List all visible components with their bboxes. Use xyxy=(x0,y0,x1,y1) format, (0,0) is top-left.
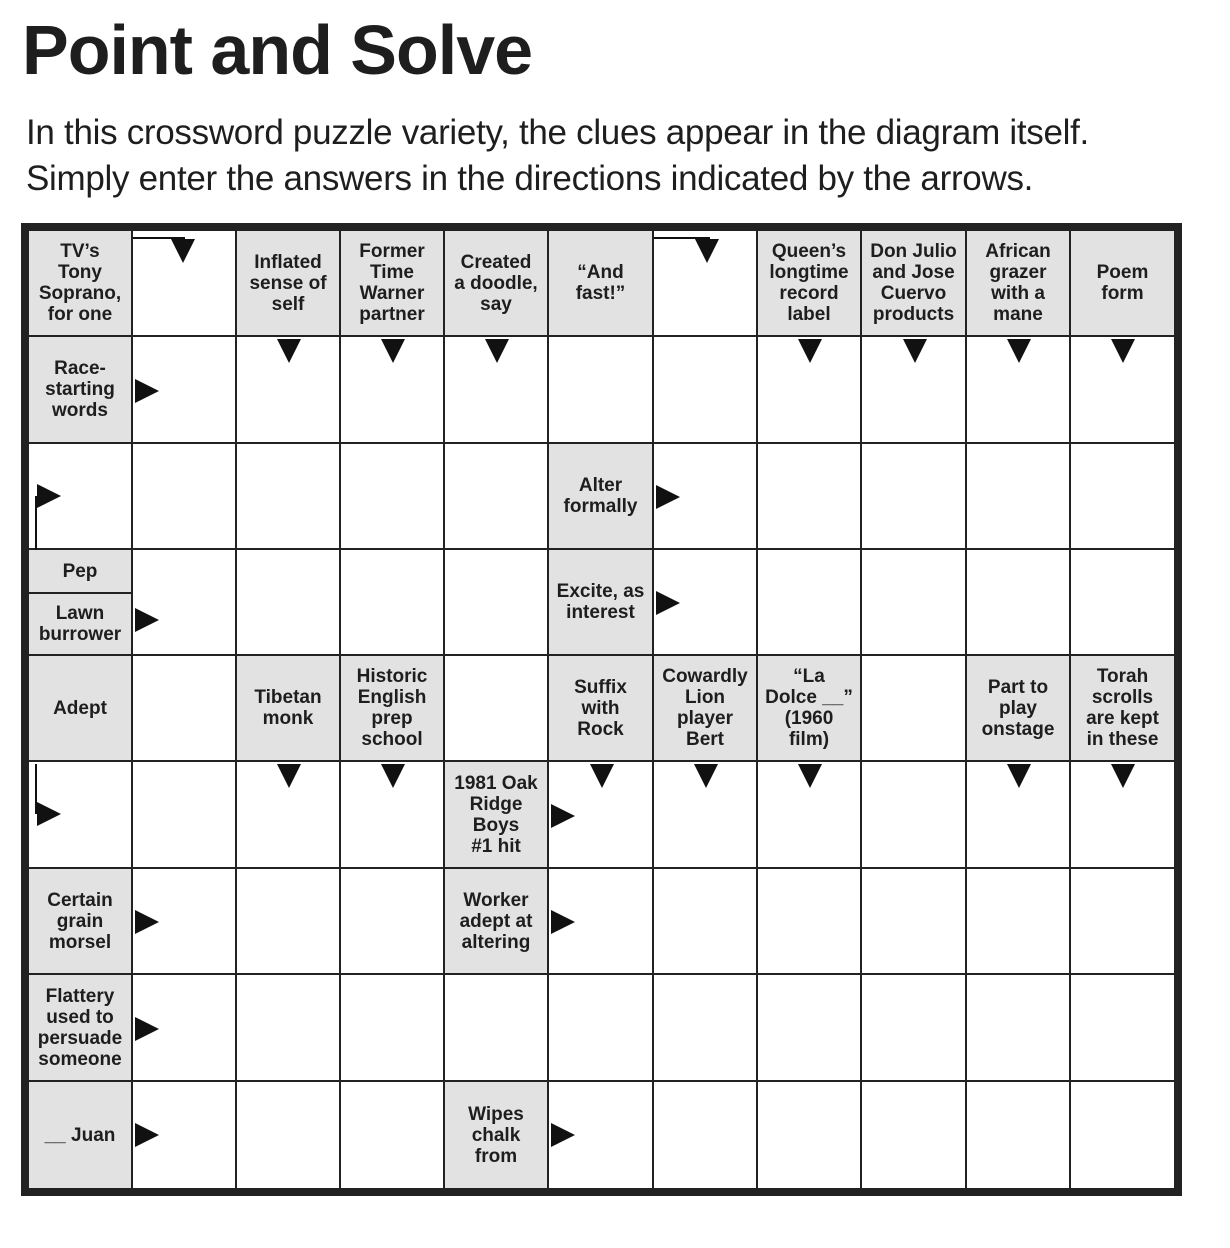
answer-cell[interactable] xyxy=(237,1082,341,1188)
clue-cell-pep-lawn-burrower xyxy=(29,550,133,656)
clue-cell xyxy=(758,231,862,337)
clue-text: Former Time Warner partner xyxy=(359,241,425,325)
clue-text: Created a doodle, say xyxy=(454,251,538,315)
arrow-right-icon xyxy=(135,1123,159,1147)
answer-cell[interactable] xyxy=(862,975,967,1082)
answer-cell[interactable] xyxy=(549,337,654,444)
arrow-right-icon xyxy=(37,484,61,508)
answer-cell[interactable] xyxy=(654,975,758,1082)
arrow-right-icon xyxy=(135,379,159,403)
answer-cell[interactable] xyxy=(237,550,341,656)
answer-cell[interactable] xyxy=(862,869,967,975)
arrow-down-icon xyxy=(798,339,822,363)
answer-cell[interactable] xyxy=(237,869,341,975)
instructions-line-1: In this crossword puzzle variety, the clues appear in the diagram itself. xyxy=(26,113,1089,152)
answer-cell[interactable] xyxy=(1071,1082,1174,1188)
clue-cell xyxy=(758,656,862,762)
answer-cell[interactable] xyxy=(549,975,654,1082)
clue-text: “La Dolce __” (1960 film) xyxy=(765,666,853,750)
clue-text: Tibetan monk xyxy=(254,687,322,729)
answer-cell[interactable] xyxy=(967,975,1071,1082)
answer-cell[interactable] xyxy=(758,1082,862,1188)
answer-cell[interactable] xyxy=(862,762,967,869)
answer-cell[interactable] xyxy=(341,1082,445,1188)
clue-cell xyxy=(967,656,1071,762)
clue-text: Inflated sense of self xyxy=(249,251,327,315)
answer-cell[interactable] xyxy=(1071,869,1174,975)
answer-cell[interactable] xyxy=(445,444,549,550)
answer-cell[interactable] xyxy=(967,550,1071,656)
clue-text: Race- starting words xyxy=(45,358,115,421)
clue-cell xyxy=(1071,231,1174,337)
answer-cell[interactable] xyxy=(967,444,1071,550)
clue-text: TV’s Tony Soprano, for one xyxy=(38,241,122,325)
clue-cell xyxy=(549,656,654,762)
answer-cell[interactable] xyxy=(445,550,549,656)
clue-text: 1981 Oak Ridge Boys #1 hit xyxy=(454,772,538,857)
answer-cell[interactable] xyxy=(133,444,237,550)
instructions-line-2: Simply enter the answers in the directions indicated by the arrows. xyxy=(26,159,1034,198)
clue-cell xyxy=(29,1082,133,1188)
arrow-right-icon xyxy=(656,591,680,615)
answer-cell[interactable] xyxy=(445,975,549,1082)
clue-cell xyxy=(29,869,133,975)
clue-text: Poem form xyxy=(1096,262,1149,304)
clue-cell xyxy=(1071,656,1174,762)
clue-cell xyxy=(445,1082,549,1188)
answer-cell[interactable] xyxy=(237,444,341,550)
clue-cell xyxy=(549,550,654,656)
arrow-down-icon xyxy=(381,339,405,363)
arrow-right-icon xyxy=(37,802,61,826)
clue-cell xyxy=(549,231,654,337)
arrow-down-icon xyxy=(590,764,614,788)
clue-text: Torah scrolls are kept in these xyxy=(1086,666,1159,750)
answer-cell[interactable] xyxy=(654,337,758,444)
clue-cell xyxy=(549,444,654,550)
clue-text: Suffix with Rock xyxy=(574,676,627,740)
clue-cell xyxy=(29,337,133,444)
arrow-down-icon xyxy=(277,764,301,788)
arrow-right-icon xyxy=(656,485,680,509)
clue-text: Worker adept at altering xyxy=(459,889,533,953)
answer-cell[interactable] xyxy=(1071,444,1174,550)
clue-cell xyxy=(341,231,445,337)
clue-text: Alter formally xyxy=(563,475,638,517)
answer-cell[interactable] xyxy=(758,444,862,550)
arrow-right-icon xyxy=(135,608,159,632)
answer-cell[interactable] xyxy=(967,1082,1071,1188)
answer-cell[interactable] xyxy=(1071,550,1174,656)
clue-text: Don Julio and Jose Cuervo products xyxy=(870,241,957,325)
clue-text: Lawn burrower xyxy=(29,594,131,654)
answer-cell[interactable] xyxy=(445,656,549,762)
answer-cell[interactable] xyxy=(862,656,967,762)
arrow-right-icon xyxy=(135,1017,159,1041)
clue-text: Pep xyxy=(29,550,131,594)
arrow-down-icon xyxy=(485,339,509,363)
clue-cell xyxy=(237,231,341,337)
clue-text: __ Juan xyxy=(44,1124,116,1146)
clue-text: Certain grain morsel xyxy=(47,889,113,953)
answer-cell[interactable] xyxy=(133,762,237,869)
clue-text: Wipes chalk from xyxy=(468,1103,524,1167)
answer-cell[interactable] xyxy=(341,444,445,550)
clue-cell xyxy=(967,231,1071,337)
answer-cell[interactable] xyxy=(1071,975,1174,1082)
answer-cell[interactable] xyxy=(237,975,341,1082)
arrow-right-icon xyxy=(551,910,575,934)
arrow-down-icon xyxy=(798,764,822,788)
answer-cell[interactable] xyxy=(862,444,967,550)
arrow-down-icon xyxy=(381,764,405,788)
arrow-down-icon xyxy=(1007,339,1031,363)
clue-cell xyxy=(29,975,133,1082)
answer-cell[interactable] xyxy=(967,869,1071,975)
clue-text: Cowardly Lion player Bert xyxy=(662,666,748,750)
answer-cell[interactable] xyxy=(758,550,862,656)
clue-text: Queen’s longtime record label xyxy=(769,241,849,325)
clue-text: Part to play onstage xyxy=(981,676,1055,740)
arrow-down-icon xyxy=(903,339,927,363)
clue-cell xyxy=(654,656,758,762)
clue-cell xyxy=(445,231,549,337)
clue-text: “And fast!” xyxy=(575,262,626,304)
puzzle-title: Point and Solve xyxy=(22,11,533,89)
answer-cell[interactable] xyxy=(341,975,445,1082)
answer-cell[interactable] xyxy=(758,975,862,1082)
clue-text: African grazer with a mane xyxy=(985,241,1051,325)
puzzle-instructions xyxy=(26,110,1089,202)
crossword-grid xyxy=(21,223,1182,1196)
answer-cell[interactable] xyxy=(862,1082,967,1188)
arrow-right-icon xyxy=(551,1123,575,1147)
clue-cell xyxy=(29,656,133,762)
answer-cell[interactable] xyxy=(654,869,758,975)
answer-cell[interactable] xyxy=(862,550,967,656)
answer-cell[interactable] xyxy=(758,869,862,975)
arrow-down-icon xyxy=(1111,339,1135,363)
clue-cell xyxy=(237,656,341,762)
arrow-down-icon xyxy=(1111,764,1135,788)
arrow-right-icon xyxy=(551,804,575,828)
clue-cell xyxy=(341,656,445,762)
clue-text: Flattery used to persuade someone xyxy=(37,985,123,1070)
answer-cell[interactable] xyxy=(133,550,237,656)
arrow-down-icon xyxy=(695,239,719,263)
arrow-down-icon xyxy=(1007,764,1031,788)
arrow-down-icon xyxy=(171,239,195,263)
answer-cell[interactable] xyxy=(341,550,445,656)
clue-cell xyxy=(445,762,549,869)
answer-cell[interactable] xyxy=(654,1082,758,1188)
answer-cell[interactable] xyxy=(341,869,445,975)
clue-cell xyxy=(445,869,549,975)
clue-cell xyxy=(29,231,133,337)
arrow-down-icon xyxy=(694,764,718,788)
clue-text: Adept xyxy=(53,697,107,719)
clue-text: Excite, as interest xyxy=(556,581,645,623)
answer-cell[interactable] xyxy=(133,656,237,762)
arrow-down-icon xyxy=(277,339,301,363)
clue-cell xyxy=(862,231,967,337)
clue-text: Historic English prep school xyxy=(356,666,428,750)
arrow-right-icon xyxy=(135,910,159,934)
